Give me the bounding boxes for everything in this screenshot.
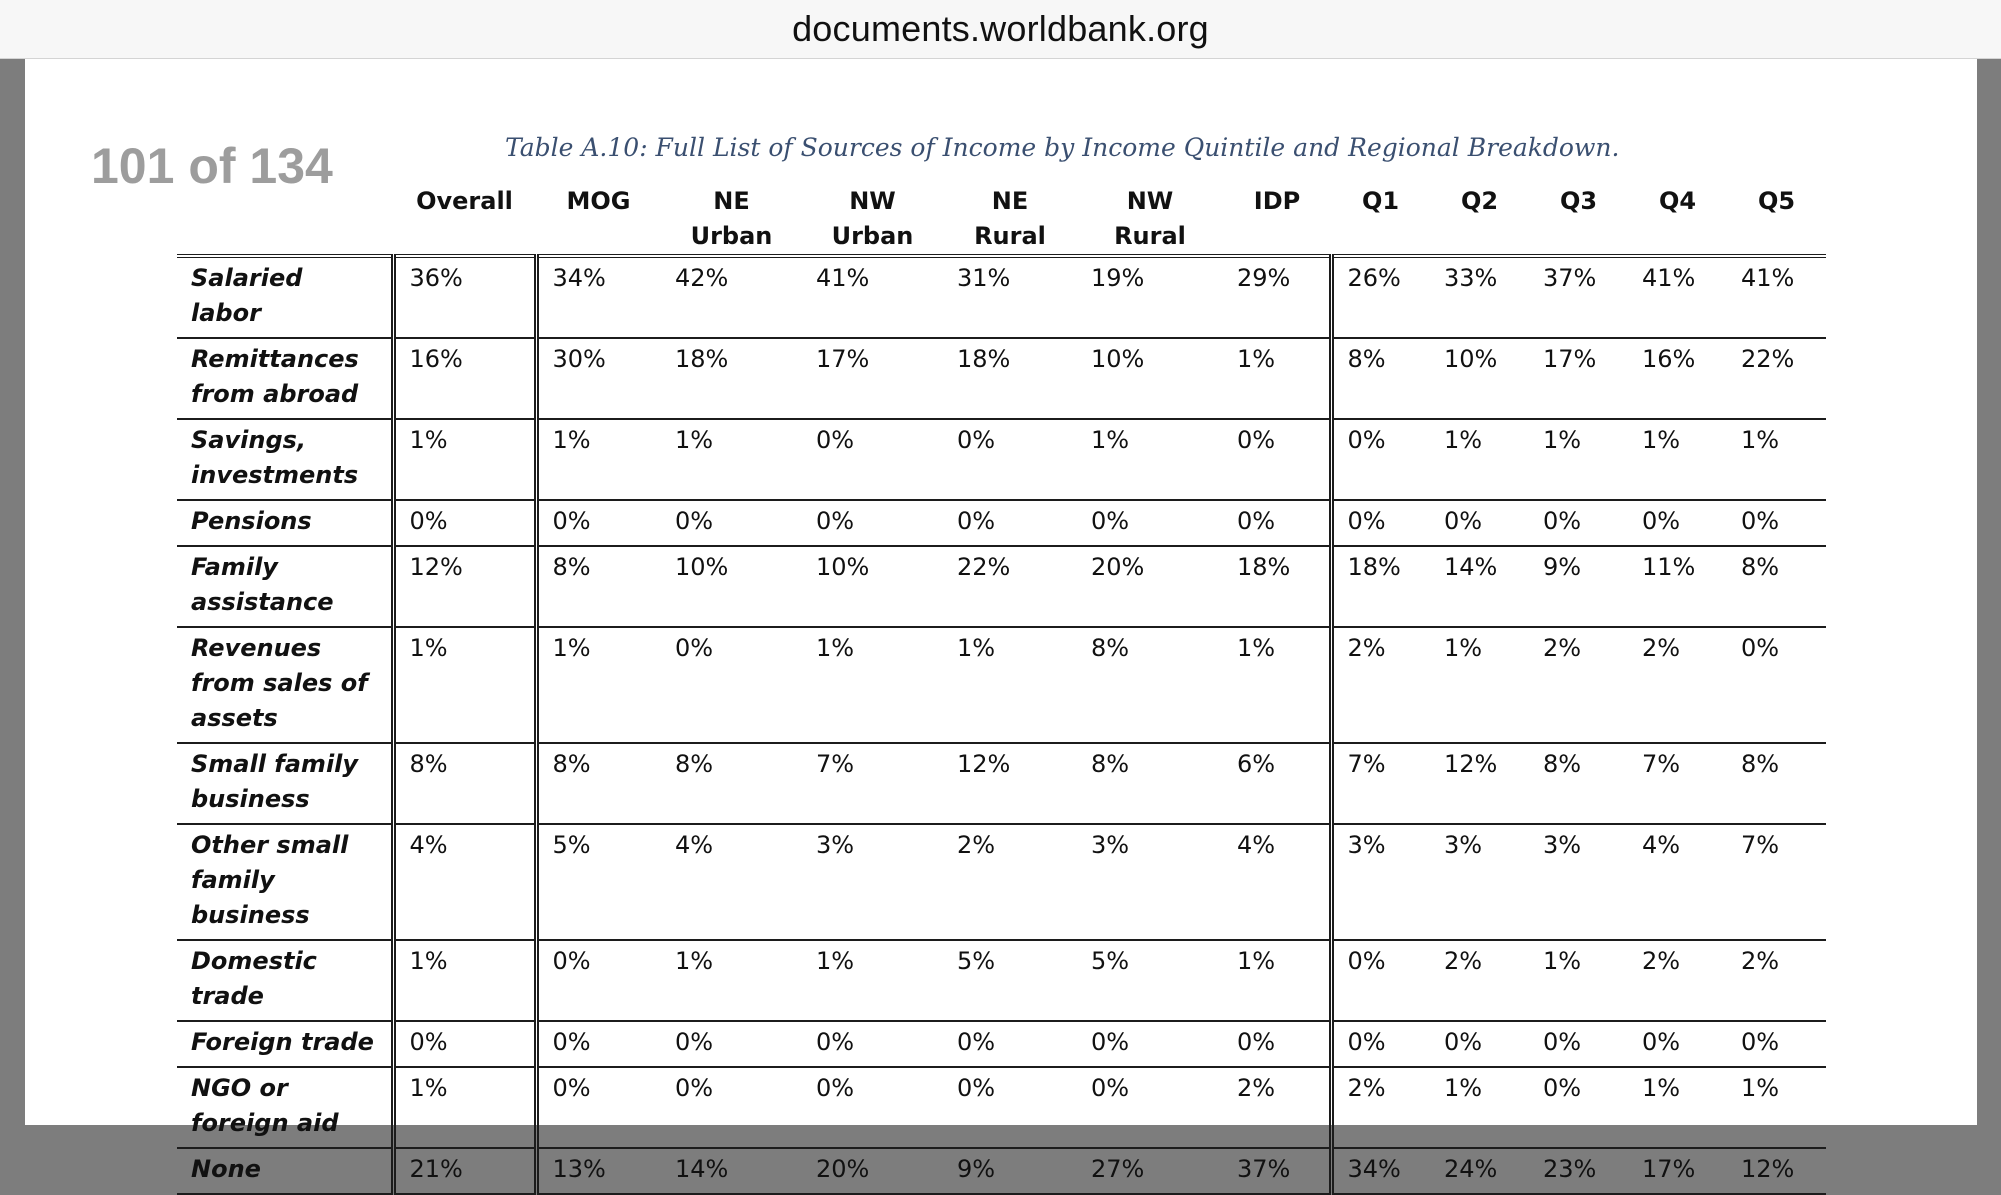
table-cell: 8%	[1529, 743, 1628, 824]
row-label: Other small family business	[177, 824, 393, 940]
column-header	[1223, 184, 1331, 256]
table-cell: 8%	[536, 546, 661, 627]
table-cell: 1%	[393, 627, 536, 743]
table-cell: 1%	[536, 627, 661, 743]
table-cell: 34%	[536, 256, 661, 338]
table-cell: 0%	[536, 940, 661, 1021]
table-cell: 0%	[1628, 500, 1727, 546]
table-cell: 1%	[1430, 419, 1529, 500]
row-label: Foreign trade	[177, 1021, 393, 1067]
table-cell: 4%	[661, 824, 802, 940]
column-header-line: Q3	[1559, 187, 1598, 215]
table-cell: 0%	[1077, 500, 1223, 546]
table-cell: 22%	[943, 546, 1077, 627]
table-cell: 10%	[1077, 338, 1223, 419]
table-cell: 10%	[661, 546, 802, 627]
table-header-row	[177, 184, 1826, 256]
table-cell: 18%	[943, 338, 1077, 419]
table-cell: 1%	[1223, 338, 1331, 419]
table-cell: 1%	[393, 1067, 536, 1148]
table-cell: 2%	[1628, 627, 1727, 743]
row-label: Revenues from sales of assets	[177, 627, 393, 743]
table-row	[177, 627, 1826, 743]
table-cell: 20%	[1077, 546, 1223, 627]
table-cell: 17%	[1628, 1148, 1727, 1194]
table-cell: 1%	[1529, 940, 1628, 1021]
table-cell: 11%	[1628, 546, 1727, 627]
table-cell: 36%	[393, 256, 536, 338]
table-cell: 0%	[1628, 1021, 1727, 1067]
table-cell: 0%	[1529, 1067, 1628, 1148]
row-label: Domestic trade	[177, 940, 393, 1021]
column-header-line: NE	[713, 187, 750, 215]
table-cell: 5%	[536, 824, 661, 940]
row-label: Remittances from abroad	[177, 338, 393, 419]
table-cell: 9%	[1529, 546, 1628, 627]
table-cell: 24%	[1430, 1148, 1529, 1194]
table-cell: 8%	[1077, 743, 1223, 824]
table-cell: 7%	[802, 743, 943, 824]
table-row	[177, 419, 1826, 500]
table-cell: 7%	[1628, 743, 1727, 824]
table-cell: 8%	[1727, 546, 1826, 627]
table-cell: 13%	[536, 1148, 661, 1194]
table-row	[177, 940, 1826, 1021]
row-label: Salaried labor	[177, 256, 393, 338]
table-row	[177, 256, 1826, 338]
table-cell: 4%	[1223, 824, 1331, 940]
table-cell: 18%	[1223, 546, 1331, 627]
table-cell: 1%	[1727, 1067, 1826, 1148]
header-blank	[177, 184, 393, 256]
table-cell: 4%	[1628, 824, 1727, 940]
table-cell: 42%	[661, 256, 802, 338]
table-cell: 0%	[943, 1021, 1077, 1067]
table-cell: 0%	[393, 1021, 536, 1067]
table-cell: 0%	[1727, 1021, 1826, 1067]
table-cell: 0%	[802, 1021, 943, 1067]
column-header	[536, 184, 661, 256]
table-cell: 18%	[661, 338, 802, 419]
table-cell: 0%	[1529, 500, 1628, 546]
table-cell: 0%	[661, 1067, 802, 1148]
row-label: NGO or foreign aid	[177, 1067, 393, 1148]
table-cell: 2%	[1727, 940, 1826, 1021]
column-header	[393, 184, 536, 256]
table-cell: 0%	[1077, 1021, 1223, 1067]
table-cell: 1%	[393, 419, 536, 500]
table-cell: 1%	[802, 940, 943, 1021]
table-cell: 22%	[1727, 338, 1826, 419]
table-cell: 1%	[1727, 419, 1826, 500]
table-cell: 0%	[1223, 419, 1331, 500]
column-header-line: Rural	[974, 222, 1046, 250]
column-header-line: Q5	[1757, 187, 1796, 215]
table-cell: 0%	[536, 1021, 661, 1067]
table-cell: 10%	[1430, 338, 1529, 419]
table-cell: 12%	[943, 743, 1077, 824]
table-cell: 1%	[661, 940, 802, 1021]
table-cell: 3%	[1430, 824, 1529, 940]
table-cell: 0%	[802, 500, 943, 546]
table-cell: 6%	[1223, 743, 1331, 824]
url-text: documents.worldbank.org	[792, 8, 1209, 49]
table-cell: 12%	[393, 546, 536, 627]
column-header	[1077, 184, 1223, 256]
table-cell: 1%	[1430, 627, 1529, 743]
table-cell: 17%	[1529, 338, 1628, 419]
column-header-line: Rural	[1114, 222, 1186, 250]
table-cell: 0%	[661, 627, 802, 743]
table-cell: 12%	[1430, 743, 1529, 824]
table-cell: 41%	[802, 256, 943, 338]
table-caption: Table A.10: Full List of Sources of Income by Income Quintile and Regional Breakdown.	[505, 133, 1620, 162]
table-cell: 0%	[1727, 627, 1826, 743]
table-cell: 8%	[393, 743, 536, 824]
table-body	[177, 256, 1826, 1194]
table-cell: 1%	[1077, 419, 1223, 500]
table-cell: 1%	[393, 940, 536, 1021]
table-cell: 1%	[1223, 940, 1331, 1021]
column-header-line: NE	[991, 187, 1029, 215]
column-header	[1430, 184, 1529, 256]
table-cell: 5%	[1077, 940, 1223, 1021]
table-row	[177, 824, 1826, 940]
table-row	[177, 1021, 1826, 1067]
table-cell: 20%	[802, 1148, 943, 1194]
table-cell: 1%	[1628, 1067, 1727, 1148]
table-cell: 0%	[1077, 1067, 1223, 1148]
table-cell: 2%	[1430, 940, 1529, 1021]
table-cell: 27%	[1077, 1148, 1223, 1194]
table-row	[177, 1148, 1826, 1194]
table-cell: 2%	[1331, 627, 1430, 743]
table-cell: 0%	[943, 500, 1077, 546]
table-cell: 8%	[661, 743, 802, 824]
column-header	[661, 184, 802, 256]
table-cell: 1%	[1223, 627, 1331, 743]
table-cell: 1%	[802, 627, 943, 743]
table-row	[177, 743, 1826, 824]
column-header-line: Q2	[1460, 187, 1499, 215]
table-cell: 17%	[802, 338, 943, 419]
table-cell: 16%	[393, 338, 536, 419]
table-cell: 23%	[1529, 1148, 1628, 1194]
table-cell: 1%	[536, 419, 661, 500]
table-cell: 8%	[1331, 338, 1430, 419]
table-cell: 8%	[1727, 743, 1826, 824]
table-cell: 0%	[802, 419, 943, 500]
table-cell: 2%	[1331, 1067, 1430, 1148]
column-header-line: NW	[1126, 187, 1174, 215]
table-cell: 0%	[1430, 1021, 1529, 1067]
column-header	[1331, 184, 1430, 256]
table-cell: 41%	[1628, 256, 1727, 338]
table-cell: 31%	[943, 256, 1077, 338]
table-cell: 0%	[1727, 500, 1826, 546]
column-header	[1529, 184, 1628, 256]
browser-url-bar[interactable]	[0, 0, 2001, 59]
table-cell: 10%	[802, 546, 943, 627]
table-cell: 16%	[1628, 338, 1727, 419]
table-cell: 7%	[1331, 743, 1430, 824]
column-header	[1628, 184, 1727, 256]
table-cell: 1%	[1529, 419, 1628, 500]
column-header-line: Urban	[831, 222, 914, 250]
table-row	[177, 500, 1826, 546]
table-cell: 37%	[1529, 256, 1628, 338]
row-label: Small family business	[177, 743, 393, 824]
row-label: None	[177, 1148, 393, 1194]
table-cell: 0%	[393, 500, 536, 546]
column-header-line: Q1	[1361, 187, 1400, 215]
table-cell: 0%	[1331, 500, 1430, 546]
table-cell: 0%	[661, 500, 802, 546]
column-header-line: MOG	[566, 187, 631, 215]
table-cell: 9%	[943, 1148, 1077, 1194]
table-cell: 29%	[1223, 256, 1331, 338]
table-cell: 3%	[1529, 824, 1628, 940]
table-cell: 19%	[1077, 256, 1223, 338]
table-row	[177, 338, 1826, 419]
page-counter: 101 of 134	[91, 138, 333, 194]
table-cell: 8%	[536, 743, 661, 824]
table-cell: 3%	[1077, 824, 1223, 940]
column-header-line: Overall	[416, 187, 513, 215]
table-cell: 2%	[1223, 1067, 1331, 1148]
table-cell: 4%	[393, 824, 536, 940]
table-cell: 0%	[1223, 500, 1331, 546]
table-cell: 0%	[1223, 1021, 1331, 1067]
column-header-line: Urban	[690, 222, 773, 250]
table-cell: 30%	[536, 338, 661, 419]
table-cell: 7%	[1727, 824, 1826, 940]
table-cell: 0%	[1331, 940, 1430, 1021]
column-header	[802, 184, 943, 256]
table-cell: 33%	[1430, 256, 1529, 338]
row-label: Savings, investments	[177, 419, 393, 500]
income-sources-table	[177, 184, 1826, 1195]
column-header-line: IDP	[1253, 187, 1301, 215]
document-page	[25, 59, 1977, 1183]
table-cell: 1%	[1430, 1067, 1529, 1148]
table-cell: 0%	[1529, 1021, 1628, 1067]
table-cell: 21%	[393, 1148, 536, 1194]
column-header-line: Q4	[1658, 187, 1697, 215]
table-cell: 3%	[802, 824, 943, 940]
table-cell: 3%	[1331, 824, 1430, 940]
table-cell: 1%	[1628, 419, 1727, 500]
table-cell: 0%	[661, 1021, 802, 1067]
table-cell: 26%	[1331, 256, 1430, 338]
row-label: Family assistance	[177, 546, 393, 627]
table-cell: 0%	[1331, 419, 1430, 500]
table-cell: 0%	[536, 500, 661, 546]
table-cell: 0%	[1430, 500, 1529, 546]
table-cell: 0%	[943, 1067, 1077, 1148]
table-cell: 0%	[943, 419, 1077, 500]
table-cell: 1%	[661, 419, 802, 500]
table-cell: 0%	[802, 1067, 943, 1148]
table-cell: 18%	[1331, 546, 1430, 627]
table-cell: 0%	[536, 1067, 661, 1148]
table-cell: 8%	[1077, 627, 1223, 743]
row-label: Pensions	[177, 500, 393, 546]
table-cell: 2%	[1628, 940, 1727, 1021]
table-cell: 0%	[1331, 1021, 1430, 1067]
table-cell: 14%	[661, 1148, 802, 1194]
table-cell: 14%	[1430, 546, 1529, 627]
column-header-line: NW	[849, 187, 896, 215]
table-cell: 37%	[1223, 1148, 1331, 1194]
column-header	[1727, 184, 1826, 256]
table-cell: 34%	[1331, 1148, 1430, 1194]
table-cell: 2%	[1529, 627, 1628, 743]
table-cell: 5%	[943, 940, 1077, 1021]
table-cell: 12%	[1727, 1148, 1826, 1194]
table-row	[177, 546, 1826, 627]
table-row	[177, 1067, 1826, 1148]
table-cell: 41%	[1727, 256, 1826, 338]
table-cell: 1%	[943, 627, 1077, 743]
column-header	[943, 184, 1077, 256]
table-cell: 2%	[943, 824, 1077, 940]
